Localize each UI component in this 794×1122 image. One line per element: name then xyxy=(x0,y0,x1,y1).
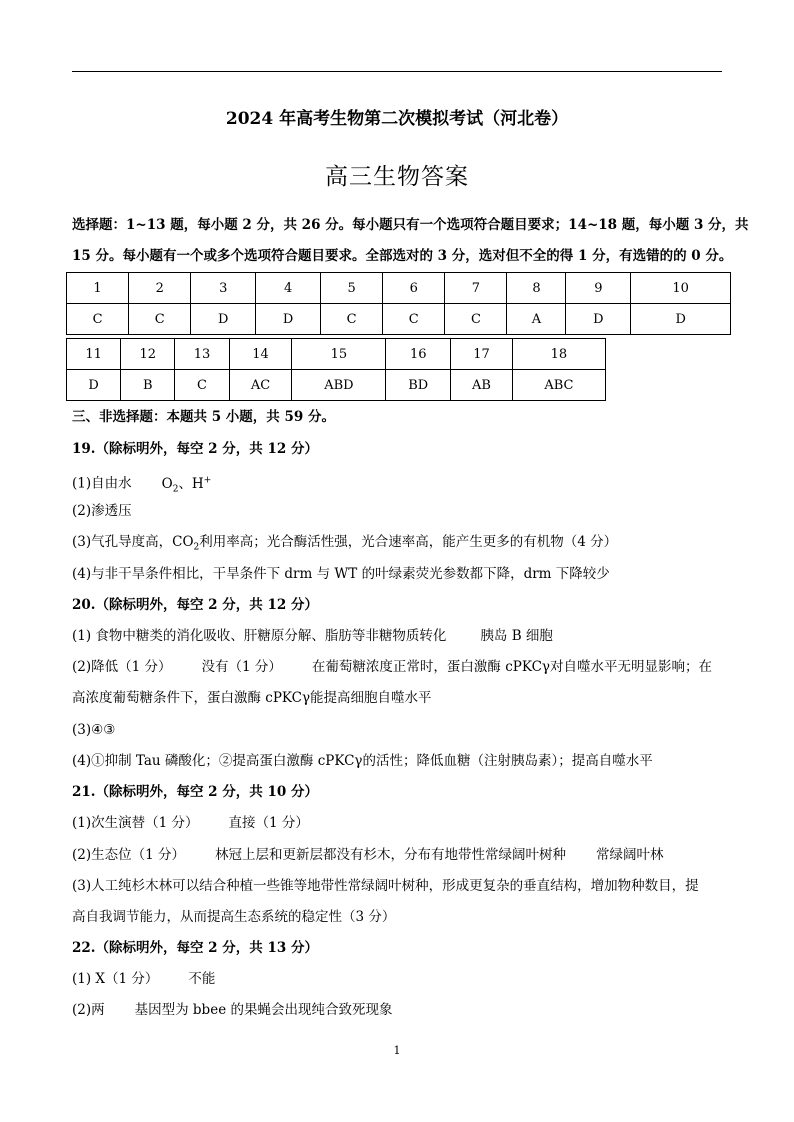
q19-answer-1-part-1: (1)自由水 xyxy=(72,475,132,492)
q22-answer-2-part-1: (2)两 xyxy=(72,1002,105,1018)
q20-heading: 20.（除标明外，每空 2 分，共 12 分） xyxy=(72,597,318,613)
choice-intro-line-2: 15 分。每小题有一个或多个选项符合题目要求。全部选对的 3 分，选对但不全的得 1 分，有选错的的 0 分。 xyxy=(72,248,733,264)
q22-answer-2 xyxy=(72,1001,392,1019)
table-cell: 3 xyxy=(191,273,256,304)
table-cell: 11 xyxy=(67,339,121,370)
table-cell: C xyxy=(175,370,229,401)
q19-answer-3-pre: (3)气孔导度高，CO xyxy=(72,534,194,550)
answer-title: 高三生物答案 xyxy=(325,164,469,190)
answer-table-1 xyxy=(66,272,731,335)
table-cell: 18 xyxy=(512,339,605,370)
table-cell: C xyxy=(67,304,129,335)
q19-answer-1 xyxy=(72,471,211,498)
table-row-answers xyxy=(67,370,606,401)
q19-answer-3-post: 利用率高；光合酶活性强，光合速率高，能产生更多的有机物（4 分） xyxy=(199,534,618,550)
q20-answer-2-part-1: (2)降低（1 分） xyxy=(72,659,172,675)
table-cell: BD xyxy=(386,370,451,401)
section-3-heading: 三、非选择题：本题共 5 小题，共 59 分。 xyxy=(72,409,335,425)
superscript: + xyxy=(203,475,212,485)
table-cell: AC xyxy=(229,370,292,401)
table-cell: 6 xyxy=(383,273,445,304)
table-cell: D xyxy=(566,304,631,335)
table-cell: 4 xyxy=(256,273,321,304)
table-cell: 2 xyxy=(129,273,191,304)
q19-answer-2: (2)渗透压 xyxy=(72,503,132,519)
text-o: O xyxy=(161,475,173,492)
q20-answer-2-continued: 高浓度葡萄糖条件下，蛋白激酶 cPKCγ能提高细胞自噬水平 xyxy=(72,690,432,706)
table-cell: 14 xyxy=(229,339,292,370)
q22-answer-1-part-2: 不能 xyxy=(188,971,216,987)
table-cell: 10 xyxy=(631,273,731,304)
table-cell: 1 xyxy=(67,273,129,304)
q21-answer-1-part-1: (1)次生演替（1 分） xyxy=(72,815,199,831)
q20-answer-1 xyxy=(72,627,553,645)
table-row-answers xyxy=(67,304,731,335)
q20-answer-3: (3)④③ xyxy=(72,722,116,738)
q22-heading: 22.（除标明外，每空 2 分，共 13 分） xyxy=(72,940,318,956)
q20-answer-2 xyxy=(72,658,712,676)
table-cell: C xyxy=(383,304,445,335)
table-cell: 17 xyxy=(451,339,513,370)
answer-table-2 xyxy=(66,338,606,401)
table-cell: D xyxy=(191,304,256,335)
q19-heading: 19.（除标明外，每空 2 分，共 12 分） xyxy=(72,441,318,457)
table-cell: B xyxy=(121,370,175,401)
q21-answer-2-part-1: (2)生态位（1 分） xyxy=(72,847,186,863)
q22-answer-2-part-2: 基因型为 bbee 的果蝇会出现纯合致死现象 xyxy=(134,1002,393,1018)
q19-answer-4: (4)与非干旱条件相比，干旱条件下 drm 与 WT 的叶绿素荧光参数都下降，drm 下降较少 xyxy=(72,566,610,582)
table-cell: D xyxy=(256,304,321,335)
table-cell: D xyxy=(67,370,121,401)
subscript: 2 xyxy=(193,542,200,553)
table-cell: C xyxy=(321,304,383,335)
q20-answer-4: (4)①抑制 Tau 磷酸化；②提高蛋白激酶 cPKCγ的活性；降低血糖（注射胰岛素）；提高自噬水平 xyxy=(72,753,653,769)
table-cell: 5 xyxy=(321,273,383,304)
exam-title: 2024 年高考生物第二次模拟考试（河北卷） xyxy=(225,109,569,129)
text-h: 、H xyxy=(178,475,204,492)
table-cell: C xyxy=(129,304,191,335)
choice-intro-line-1: 选择题：1~13 题，每小题 2 分，共 26 分。每小题只有一个选项符合题目要求；14~18 题，每小题 3 分，共 xyxy=(72,217,749,233)
q21-heading: 21.（除标明外，每空 2 分，共 10 分） xyxy=(72,784,318,800)
table-row-numbers xyxy=(67,273,731,304)
q21-answer-3-continued: 高自我调节能力，从而提高生态系统的稳定性（3 分） xyxy=(72,909,396,925)
subscript: 2 xyxy=(172,484,179,495)
q21-answer-2 xyxy=(72,846,664,864)
table-cell: 16 xyxy=(386,339,451,370)
q21-answer-2-part-2: 林冠上层和更新层都没有杉木，分布有地带性常绿阔叶树种 xyxy=(215,847,567,863)
q21-answer-2-part-3: 常绿阔叶林 xyxy=(596,847,664,863)
table-cell: 7 xyxy=(445,273,507,304)
q22-answer-1 xyxy=(72,970,215,988)
table-cell: C xyxy=(445,304,507,335)
table-cell: 13 xyxy=(175,339,229,370)
table-cell: 9 xyxy=(566,273,631,304)
q20-answer-1-part-1: (1) 食物中糖类的消化吸收、肝糖原分解、脂肪等非糖物质转化 xyxy=(72,628,447,644)
q22-answer-1-part-1: (1) X（1 分） xyxy=(72,971,159,987)
table-cell: 12 xyxy=(121,339,175,370)
header-rule xyxy=(72,71,722,72)
table-row-numbers xyxy=(67,339,606,370)
q21-answer-1 xyxy=(72,814,309,832)
table-cell: 15 xyxy=(292,339,386,370)
table-cell: D xyxy=(631,304,731,335)
q20-answer-2-part-3: 在葡萄糖浓度正常时，蛋白激酶 cPKCγ对自噬水平无明显影响；在 xyxy=(311,659,712,675)
table-cell: 8 xyxy=(507,273,566,304)
q19-answer-1-part-2 xyxy=(161,475,212,495)
table-cell: ABC xyxy=(512,370,605,401)
page-number: 1 xyxy=(393,1044,401,1057)
q21-answer-1-part-2: 直接（1 分） xyxy=(228,815,309,831)
q20-answer-1-part-2: 胰岛 B 细胞 xyxy=(480,628,553,644)
table-cell: AB xyxy=(451,370,513,401)
q21-answer-3: (3)人工纯杉木林可以结合种植一些锥等地带性常绿阔叶树种，形成更复杂的垂直结构，增加物种数目，提 xyxy=(72,878,699,894)
table-cell: ABD xyxy=(292,370,386,401)
q20-answer-2-part-2: 没有（1 分） xyxy=(201,659,282,675)
table-cell: A xyxy=(507,304,566,335)
q19-answer-3 xyxy=(72,533,617,557)
